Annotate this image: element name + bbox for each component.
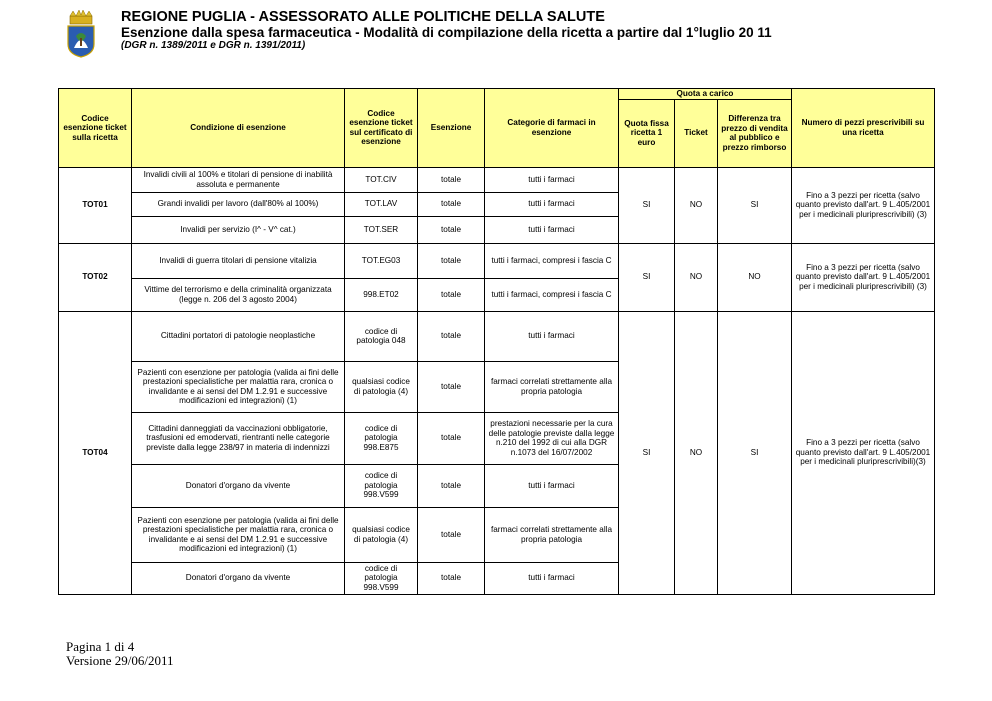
exemption-cell: totale: [418, 507, 485, 562]
table-row: [59, 243, 935, 278]
group-code: TOT02: [59, 243, 132, 311]
header-quota-fissa: Quota fissa ricetta 1 euro: [619, 99, 675, 167]
exemption-cell: totale: [418, 278, 485, 311]
categories-cell: farmaci correlati strettamente alla propria patologia: [485, 361, 619, 412]
page-footer: [66, 640, 173, 668]
certificate-code-cell: codice di patologia 998.E875: [345, 412, 418, 464]
regione-puglia-logo: [64, 8, 98, 58]
group-code: TOT01: [59, 167, 132, 243]
exemption-table: [58, 88, 935, 595]
certificate-code-cell: qualsiasi codice di patologia (4): [345, 361, 418, 412]
exemption-cell: totale: [418, 167, 485, 192]
version-date: Versione 29/06/2011: [66, 653, 174, 668]
difference-cell: SI: [718, 167, 792, 243]
header-pezzi: Numero di pezzi prescrivibili su una ricetta: [792, 89, 935, 168]
ticket-cell: NO: [675, 311, 718, 594]
header-codice-certificato: Codice esenzione ticket sul certificato di esenzione: [345, 89, 418, 168]
pieces-cell: Fino a 3 pezzi per ricetta (salvo quanto previsto dall'art. 9 L.405/2001 per i medicinali pluriprescrivibili)(3): [792, 311, 935, 594]
ticket-cell: NO: [675, 243, 718, 311]
condition-cell: Pazienti con esenzione per patologia (valida ai fini delle prestazioni specialistiche per malattia rara, cronica o invalidante e ai sensi del DM 1.2.91 e successive modificazioni ed integrazioni) (1): [132, 361, 345, 412]
group-code: TOT04: [59, 311, 132, 594]
categories-cell: tutti i farmaci: [485, 192, 619, 216]
difference-cell: NO: [718, 243, 792, 311]
certificate-code-cell: TOT.CIV: [345, 167, 418, 192]
categories-cell: tutti i farmaci: [485, 216, 619, 243]
header-codice: Codice esenzione ticket sulla ricetta: [59, 89, 132, 168]
table-row: [59, 311, 935, 361]
certificate-code-cell: codice di patologia 998.V599: [345, 464, 418, 507]
categories-cell: tutti i farmaci, compresi i fascia C: [485, 278, 619, 311]
ticket-cell: NO: [675, 167, 718, 243]
condition-cell: Invalidi civili al 100% e titolari di pensione di inabilità assoluta e permanente: [132, 167, 345, 192]
categories-cell: prestazioni necessarie per la cura delle patologie previste dalla legge n.210 del 1992 di cui alla DGR n.1073 del 16/07/2002: [485, 412, 619, 464]
certificate-code-cell: qualsiasi codice di patologia (4): [345, 507, 418, 562]
quota-cell: SI: [619, 243, 675, 311]
condition-cell: Invalidi di guerra titolari di pensione vitalizia: [132, 243, 345, 278]
condition-cell: Cittadini portatori di patologie neoplastiche: [132, 311, 345, 361]
categories-cell: tutti i farmaci: [485, 464, 619, 507]
certificate-code-cell: TOT.LAV: [345, 192, 418, 216]
exemption-cell: totale: [418, 412, 485, 464]
condition-cell: Pazienti con esenzione per patologia (valida ai fini delle prestazioni specialistiche per malattia rara, cronica o invalidante e ai sensi del DM 1.2.91 e successive modificazioni ed integrazioni) (1): [132, 507, 345, 562]
header-condizione: Condizione di esenzione: [132, 89, 345, 168]
condition-cell: Donatori d'organo da vivente: [132, 464, 345, 507]
exemption-cell: totale: [418, 311, 485, 361]
difference-cell: SI: [718, 311, 792, 594]
pieces-cell: Fino a 3 pezzi per ricetta (salvo quanto previsto dall'art. 9 L.405/2001 per i medicinali pluriprescrivibili) (3): [792, 243, 935, 311]
condition-cell: Grandi invalidi per lavoro (dall'80% al 100%): [132, 192, 345, 216]
condition-cell: Vittime del terrorismo e della criminalità organizzata (legge n. 206 del 3 agosto 2004): [132, 278, 345, 311]
certificate-code-cell: codice di patologia 998.V599: [345, 562, 418, 594]
header-esenzione: Esenzione: [418, 89, 485, 168]
exemption-cell: totale: [418, 361, 485, 412]
header-quota-group: Quota a carico: [619, 89, 792, 100]
exemption-cell: totale: [418, 216, 485, 243]
header-categorie: Categorie di farmaci in esenzione: [485, 89, 619, 168]
exemption-cell: totale: [418, 243, 485, 278]
header-ticket: Ticket: [675, 99, 718, 167]
exemption-cell: totale: [418, 464, 485, 507]
page-number: Pagina 1 di 4: [66, 639, 135, 654]
condition-cell: Cittadini danneggiati da vaccinazioni obbligatorie, trasfusioni ed emodervati, rientranti nelle categorie previste dalla legge 238/97 in materia di indennizzi: [132, 412, 345, 464]
categories-cell: farmaci correlati strettamente alla propria patologia: [485, 507, 619, 562]
categories-cell: tutti i farmaci: [485, 167, 619, 192]
table-row: [59, 167, 935, 192]
condition-cell: Donatori d'organo da vivente: [132, 562, 345, 594]
header-differenza: Differenza tra prezzo di vendita al pubblico e prezzo rimborso: [718, 99, 792, 167]
categories-cell: tutti i farmaci, compresi i fascia C: [485, 243, 619, 278]
pieces-cell: Fino a 3 pezzi per ricetta (salvo quanto previsto dall'art. 9 L.405/2001 per i medicinali pluriprescrivibili) (3): [792, 167, 935, 243]
certificate-code-cell: TOT.EG03: [345, 243, 418, 278]
exemption-cell: totale: [418, 562, 485, 594]
categories-cell: tutti i farmaci: [485, 311, 619, 361]
document-header: [121, 10, 981, 52]
quota-cell: SI: [619, 167, 675, 243]
certificate-code-cell: 998.ET02: [345, 278, 418, 311]
condition-cell: Invalidi per servizio (I^ - V^ cat.): [132, 216, 345, 243]
categories-cell: tutti i farmaci: [485, 562, 619, 594]
document-reference: (DGR n. 1389/2011 e DGR n. 1391/2011): [121, 40, 306, 51]
certificate-code-cell: TOT.SER: [345, 216, 418, 243]
exemption-cell: totale: [418, 192, 485, 216]
certificate-code-cell: codice di patologia 048: [345, 311, 418, 361]
document-title: REGIONE PUGLIA - ASSESSORATO ALLE POLITICHE DELLA SALUTE: [121, 9, 605, 25]
document-subtitle: Esenzione dalla spesa farmaceutica - Modalità di compilazione della ricetta a partire dal 1°luglio 20 11: [121, 25, 772, 40]
quota-cell: SI: [619, 311, 675, 594]
